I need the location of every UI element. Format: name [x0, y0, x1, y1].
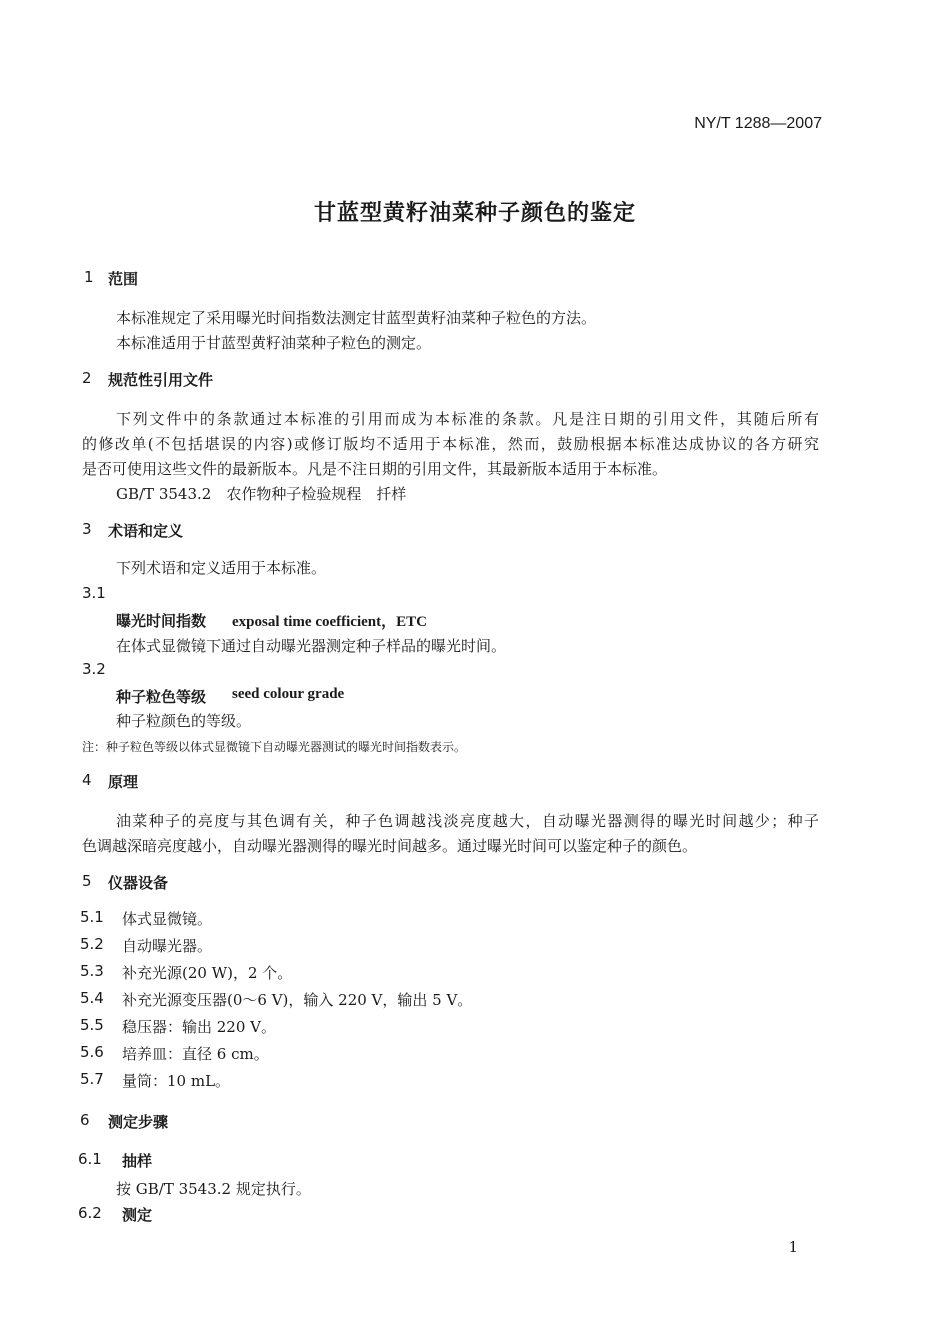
subsection-6-1-heading: 抽样: [122, 1152, 153, 1170]
subsection-6-2-number: 6.2: [78, 1204, 102, 1222]
item-text: 稳压器：输出 220 V。: [122, 1018, 276, 1036]
item-text: 量筒：10 mL。: [122, 1072, 231, 1090]
term-3-2-english: seed colour grade: [232, 686, 345, 702]
section-4-line-1: 油菜种子的亮度与其色调有关，种子色调越浅淡亮度越大，自动曝光器测得的曝光时间越少；种子: [116, 812, 819, 830]
section-2-line-1: 下列文件中的条款通过本标准的引用而成为本标准的条款。凡是注日期的引用文件，其随后所有: [116, 410, 819, 428]
section-3-heading: 术语和定义: [108, 522, 184, 540]
section-5-number: 5: [82, 872, 92, 890]
item-number: 5.7: [80, 1070, 104, 1088]
section-1-heading: 范围: [108, 270, 139, 288]
section-1-number: 1: [84, 268, 94, 286]
item-number: 5.3: [80, 962, 104, 980]
section-3-intro: 下列术语和定义适用于本标准。: [116, 559, 327, 577]
section-1-paragraph-2: 本标准适用于甘蓝型黄籽油菜种子粒色的测定。: [116, 334, 432, 352]
document-title: 甘蓝型黄籽油菜种子颜色的鉴定: [313, 201, 636, 226]
subsection-6-2-heading: 测定: [122, 1206, 153, 1224]
term-3-1-english: exposal time coefficient，ETC: [232, 614, 427, 630]
section-6-number: 6: [80, 1111, 90, 1129]
section-2-line-3: 是否可使用这些文件的最新版本。凡是不注日期的引用文件，其最新版本适用于本标准。: [82, 460, 668, 478]
section-1-paragraph-1: 本标准规定了采用曝光时间指数法测定甘蓝型黄籽油菜种子粒色的方法。: [116, 309, 597, 327]
section-6-heading: 测定步骤: [108, 1113, 169, 1131]
item-number: 5.4: [80, 989, 104, 1007]
term-3-1-number: 3.1: [82, 584, 106, 602]
term-3-2-note: 注：种子粒色等级以体式显微镜下自动曝光器测试的曝光时间指数表示。: [82, 740, 467, 754]
item-number: 5.5: [80, 1016, 104, 1034]
item-text: 自动曝光器。: [122, 937, 213, 955]
item-text: 补充光源变压器(0～6 V)，输入 220 V，输出 5 V。: [122, 991, 473, 1009]
item-text: 体式显微镜。: [122, 910, 213, 928]
standard-code: NY/T 1288—2007: [694, 115, 822, 132]
section-4-heading: 原理: [108, 773, 139, 791]
term-3-2-chinese: 种子粒色等级: [116, 688, 207, 706]
subsection-6-1-text: 按 GB/T 3543.2 规定执行。: [116, 1180, 311, 1198]
section-4-number: 4: [82, 771, 92, 789]
item-number: 5.2: [80, 935, 104, 953]
normative-reference: GB/T 3543.2 农作物种子检验规程 扦样: [116, 485, 407, 503]
item-number: 5.6: [80, 1043, 104, 1061]
term-3-1-definition: 在体式显微镜下通过自动曝光器测定种子样品的曝光时间。: [116, 637, 507, 655]
page-number: 1: [788, 1238, 798, 1256]
term-3-2-definition: 种子粒颜色的等级。: [116, 712, 252, 730]
section-3-number: 3: [82, 520, 92, 538]
term-3-1-chinese: 曝光时间指数: [116, 612, 207, 630]
subsection-6-1-number: 6.1: [78, 1150, 102, 1168]
item-text: 培养皿：直径 6 cm。: [122, 1045, 269, 1063]
item-number: 5.1: [80, 908, 104, 926]
section-2-line-2: 的修改单(不包括堪误的内容)或修订版均不适用于本标准，然而，鼓励根据本标准达成协议的各方研究: [82, 435, 819, 453]
section-4-line-2: 色调越深暗亮度越小，自动曝光器测得的曝光时间越多。通过曝光时间可以鉴定种子的颜色。: [82, 837, 698, 855]
section-2-heading: 规范性引用文件: [108, 371, 214, 389]
section-5-heading: 仪器设备: [108, 874, 169, 892]
term-3-2-number: 3.2: [82, 660, 106, 678]
section-2-number: 2: [82, 369, 92, 387]
item-text: 补充光源(20 W)，2 个。: [122, 964, 293, 982]
